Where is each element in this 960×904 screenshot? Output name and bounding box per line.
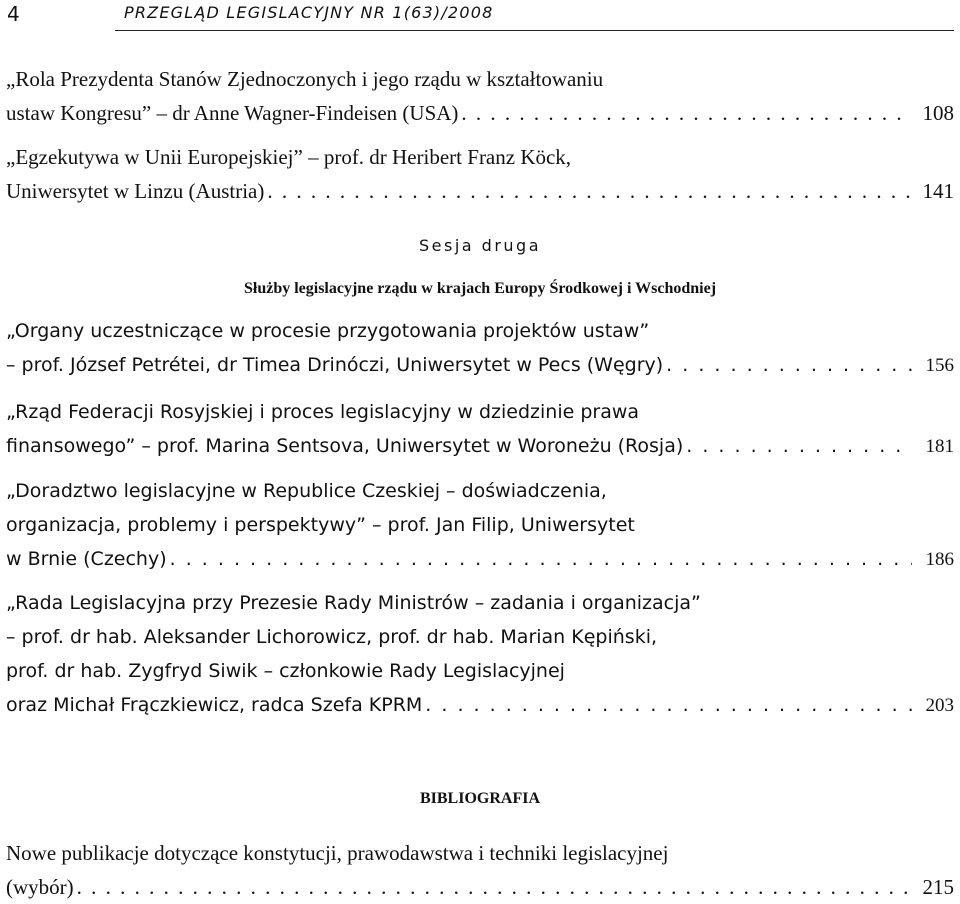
session-subtitle: Służby legislacyjne rządu w krajach Europy Środkowej i Wschodniej [243,280,717,297]
toc-entry-last-line [6,542,954,576]
dot-leader [461,96,912,130]
toc-entry [6,314,954,382]
toc-entry [6,140,954,208]
dot-leader [425,688,912,722]
session-label: Sesja druga [418,236,541,255]
toc-entry-line: „Egzekutywa w Unii Europejskiej” – prof. dr Heribert Franz Köck, [6,145,572,169]
toc-page-number: 203 [925,695,954,716]
journal-title: PRZEGLĄD LEGISLACYJNY NR 1(63)/2008 [124,3,494,22]
toc-page-number: 108 [922,101,954,125]
toc-entry-line: – prof. dr hab. Aleksander Lichorowicz, prof. dr hab. Marian Kępiński, [6,626,658,648]
dot-leader [267,174,912,208]
toc-page-number: 215 [922,875,954,899]
toc-entry [6,836,954,904]
toc-entry-last-line [6,429,954,463]
toc-entry-last-line [6,688,954,722]
toc-entry [6,62,954,130]
toc-entry-last-line [6,348,954,382]
toc-entry-line: Nowe publikacje dotyczące konstytucji, prawodawstwa i techniki legislacyjnej [6,841,669,865]
toc-page-number: 181 [925,436,954,457]
toc-entry-text: Uniwersytet w Linzu (Austria) [6,179,265,203]
page-number: 4 [7,2,20,26]
toc-entry [6,586,954,722]
toc-page-number: 141 [922,179,954,203]
toc-entry-last-line [6,870,954,904]
toc-entry-line: organizacja, problemy i perspektywy” – prof. Jan Filip, Uniwersytet [6,514,635,536]
bibliography-heading: BIBLIOGRAFIA [419,790,541,807]
toc-entry [6,474,954,576]
toc-page-number: 156 [925,355,954,376]
toc-entry-last-line [6,96,954,130]
toc-entry-text: – prof. József Petrétei, dr Timea Drinóczi, Uniwersytet w Pecs (Węgry) [6,354,664,376]
toc-page-number: 186 [925,549,954,570]
toc-entry-text: w Brnie (Czechy) [6,548,167,570]
dot-leader [170,542,912,576]
dot-leader [77,870,912,904]
toc-entry-line: „Rada Legislacyjna przy Prezesie Rady Ministrów – zadania i organizacja” [6,592,701,614]
toc-entry-line: „Rząd Federacji Rosyjskiej i proces legislacyjny w dziedzinie prawa [6,401,640,423]
toc-entry [6,395,954,463]
dot-leader [686,429,912,463]
header-rule [115,30,954,31]
toc-entry-text: ustaw Kongresu” – dr Anne Wagner-Findeisen (USA) [6,101,459,125]
toc-entry-line: „Organy uczestniczące w procesie przygotowania projektów ustaw” [6,320,650,342]
toc-entry-last-line [6,174,954,208]
toc-entry-line: „Doradztwo legislacyjne w Republice Czeskiej – doświadczenia, [6,480,607,502]
toc-entry-text: oraz Michał Frączkiewicz, radca Szefa KPRM [6,694,423,716]
toc-entry-text: finansowego” – prof. Marina Sentsova, Uniwersytet w Woroneżu (Rosja) [6,435,684,457]
toc-entry-line: „Rola Prezydenta Stanów Zjednoczonych i jego rządu w kształtowaniu [6,67,604,91]
dot-leader [666,348,912,382]
toc-entry-line: prof. dr hab. Zygfryd Siwik – członkowie Rady Legislacyjnej [6,660,565,682]
toc-entry-text: (wybór) [6,875,74,899]
